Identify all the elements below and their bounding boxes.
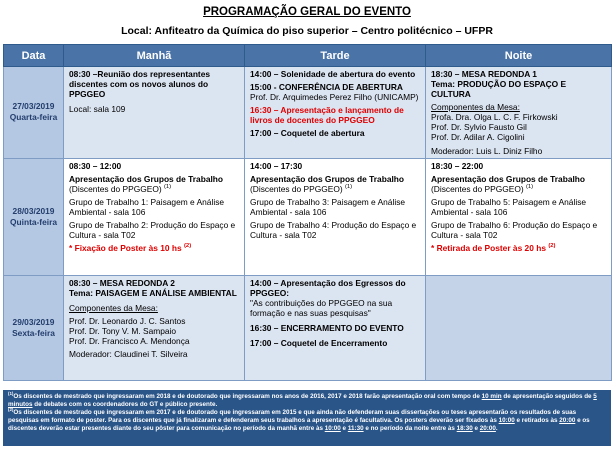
header-afternoon: Tarde xyxy=(245,45,426,67)
working-group: Grupo de Trabalho 4: Produção do Espaço e Cultura - sala T02 xyxy=(250,220,417,241)
session-subheading: (Discentes do PPGGEO) xyxy=(431,183,524,194)
panel-member: Prof. Dr. Tony V. M. Sampaio xyxy=(69,325,177,336)
round-table-title: 08:30 – MESA REDONDA 2 xyxy=(69,277,175,288)
night-cell xyxy=(426,67,612,159)
conference-speaker: Prof. Dr. Arquimedes Perez Filho (UNICAMP) xyxy=(250,92,419,103)
morning-cell xyxy=(64,158,245,275)
footnote-ref: (1) xyxy=(525,183,534,190)
panel-label: Componentes da Mesa: xyxy=(69,302,158,313)
table-header-row xyxy=(4,45,612,67)
table-row xyxy=(4,67,612,159)
table-row xyxy=(4,158,612,275)
date-label: 28/03/2019 xyxy=(12,205,55,216)
working-group: Grupo de Trabalho 5: Paisagem e Análise Ambiental - sala 106 xyxy=(431,196,587,217)
panel-member: Prof. Dr. Adilar A. Cigolini xyxy=(431,132,525,143)
round-table-title: 18:30 – MESA REDONDA 1 xyxy=(431,69,537,79)
afternoon-cell xyxy=(245,275,426,380)
footnote-ref: (2) xyxy=(183,243,192,250)
session-subheading: (Discentes do PPGGEO) xyxy=(250,183,343,194)
session-time: 08:30 – 12:00 xyxy=(69,160,122,171)
session-heading: Apresentação dos Grupos de Trabalho xyxy=(431,173,586,184)
footnotes xyxy=(3,390,611,446)
moderator: Moderador: Luis L. Diniz Filho xyxy=(431,145,543,156)
session-time: 18:30 – 22:00 xyxy=(431,160,484,171)
table-row xyxy=(4,275,612,380)
panel-member: Profa. Dra. Olga L. C. F. Firkowski xyxy=(431,112,558,123)
working-group: Grupo de Trabalho 3: Paisagem e Análise Ambiental - sala 106 xyxy=(250,196,406,217)
header-date: Data xyxy=(4,45,64,67)
date-label: 29/03/2019 xyxy=(12,316,55,327)
afternoon-cell xyxy=(245,67,426,159)
event-text: 08:30 –Reunião dos representantes discentes com os novos alunos do PPGGEO xyxy=(69,69,211,100)
opening-cocktail: 17:00 – Coquetel de abertura xyxy=(250,128,365,139)
poster-note: * Retirada de Poster às 20 hs xyxy=(431,243,546,254)
date-label: 27/03/2019 xyxy=(12,101,55,112)
session-heading: Apresentação dos Grupos de Trabalho xyxy=(69,173,224,184)
poster-note: * Fixação de Poster às 10 hs xyxy=(69,243,182,254)
event-location: Local: sala 109 xyxy=(69,104,126,115)
working-group: Grupo de Trabalho 1: Paisagem e Análise Ambiental - sala 106 xyxy=(69,196,225,217)
moderator: Moderador: Claudinei T. Silveira xyxy=(69,349,188,360)
schedule-table xyxy=(3,44,612,381)
session-subheading: (Discentes do PPGGEO) xyxy=(69,183,162,194)
footnote-1: $^{(1)}$Os discentes de mestrado que ingressaram em 2018 e de doutorado que ingressaram nos anos de 2016, 2017 e 2018 farão apresentação oral com tempo de 10 min de apresentação seguidos de 5 minutos de debates com os coordenadores do GT e público presente. xyxy=(8,390,597,409)
date-cell xyxy=(4,158,64,275)
footnote-2: $^{(2)}$Os discentes de mestrado que ingressaram em 2017 e de doutorado que ingressaram em 2015 e que ainda não defenderam suas dissertações ou teses apresentarão os resultados de suas pesquisas em formato de poster. Para os discentes que já finalizaram e defenderam seus trabalhos a apresentação é facultativa. Os posters deverão ser fixados às 10:00 e retirados às 20:00 e os discentes deverão estar presentes diante do seu pôster para comunicação no período da manhã entre às 10:00 e 11:30 e no período da noite entre às 18:30 e 20:00. xyxy=(8,407,590,433)
date-cell xyxy=(4,275,64,380)
date-cell xyxy=(4,67,64,159)
working-group: Grupo de Trabalho 6: Produção do Espaço e Cultura - sala T02 xyxy=(431,220,598,241)
weekday-label: Quinta-feira xyxy=(10,216,57,227)
footnote-ref: (1) xyxy=(163,183,172,190)
conference-title: 15:00 - CONFERÊNCIA DE ABERTURA xyxy=(250,82,403,93)
closing-cocktail: 17:00 – Coquetel de Encerramento xyxy=(250,338,388,349)
afternoon-cell xyxy=(245,158,426,275)
panel-label: Componentes da Mesa: xyxy=(431,102,520,113)
weekday-label: Quarta-feira xyxy=(9,112,58,123)
round-table-theme: Tema: PAISAGEM E ANÁLISE AMBIENTAL xyxy=(69,287,237,298)
alumni-session: 14:00 – Apresentação dos Egressos do PPGGEO: xyxy=(250,277,406,298)
session-heading: Apresentação dos Grupos de Trabalho xyxy=(250,173,405,184)
footnote-ref: (2) xyxy=(548,243,556,250)
alumni-session-title: "As contribuições do PPGGEO na sua formação e nas suas pesquisas" xyxy=(250,297,393,318)
night-cell xyxy=(426,158,612,275)
weekday-label: Sexta-feira xyxy=(12,327,55,338)
working-group: Grupo de Trabalho 2: Produção do Espaço e Cultura - sala T02 xyxy=(69,220,236,241)
panel-member: Prof. Dr. Sylvio Fausto Gil xyxy=(431,122,527,133)
opening-ceremony: 14:00 – Solenidade de abertura do evento xyxy=(250,69,416,79)
header-morning: Manhã xyxy=(64,45,245,67)
panel-member: Prof. Dr. Leonardo J. C. Santos xyxy=(69,315,186,326)
page-subtitle: Local: Anfiteatro da Química do piso superior – Centro politécnico – UFPR xyxy=(121,25,493,37)
night-cell-empty xyxy=(426,275,612,380)
header-night: Noite xyxy=(426,45,612,67)
morning-cell xyxy=(64,275,245,380)
closing-ceremony: 16:30 – ENCERRAMENTO DO EVENTO xyxy=(250,322,404,333)
round-table-theme: Tema: PRODUÇÃO DO ESPAÇO E CULTURA xyxy=(431,79,567,100)
footnote-ref: (1) xyxy=(344,183,353,190)
book-launch: 16:30 – Apresentação e lançamento de livros de docentes do PPGGEO xyxy=(250,105,404,126)
morning-cell xyxy=(64,67,245,159)
page-title: PROGRAMAÇÃO GERAL DO EVENTO xyxy=(203,6,411,18)
panel-member: Prof. Dr. Francisco A. Mendonça xyxy=(69,336,190,347)
session-time: 14:00 – 17:30 xyxy=(250,160,303,171)
